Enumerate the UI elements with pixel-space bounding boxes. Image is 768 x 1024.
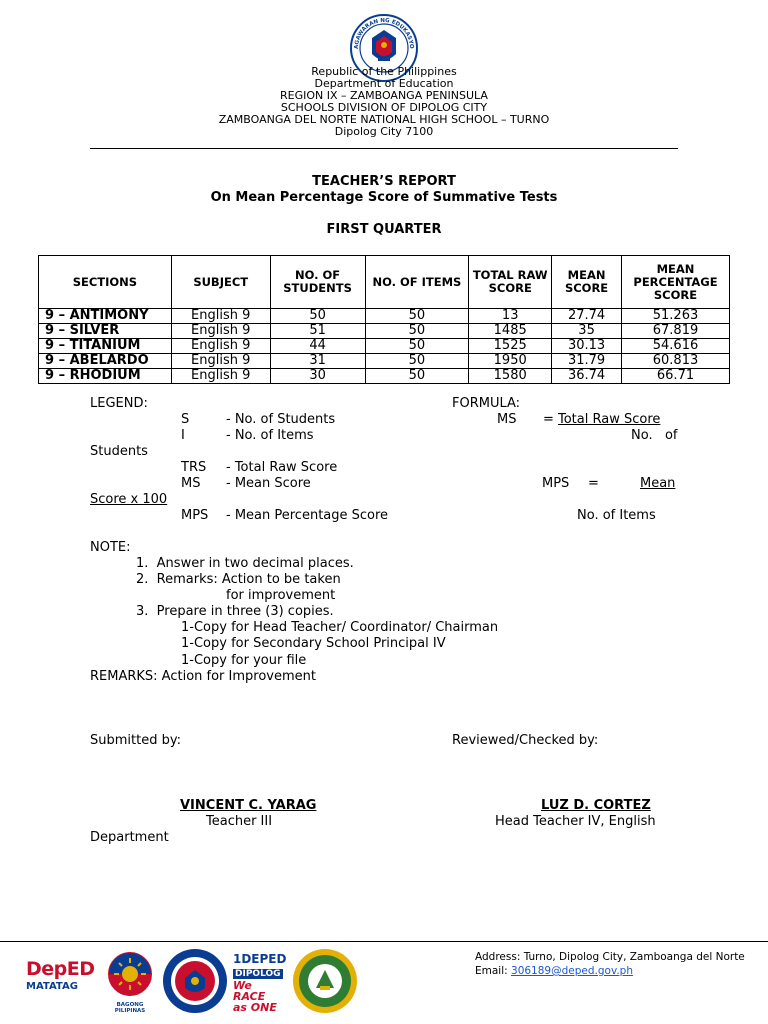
- cell-mean-percentage-score: 54.616: [622, 339, 730, 354]
- header-no-of-items: NO. OF ITEMS: [365, 256, 469, 309]
- table-row: [39, 369, 730, 384]
- bagong-pilipinas-text: BAGONG PILIPINAS: [114, 1002, 146, 1014]
- submitter-name: VINCENT C. YARAG: [180, 798, 317, 813]
- cell-total-raw-score: 1950: [469, 354, 552, 369]
- cell-total-raw-score: 1485: [469, 324, 552, 339]
- header-line-4: SCHOOLS DIVISION OF DIPOLOG CITY: [280, 101, 488, 114]
- cell-section: 9 – RHODIUM: [39, 369, 172, 384]
- cell-no-of-items: 50: [365, 309, 469, 324]
- remarks: REMARKS: Action for Improvement: [90, 669, 316, 684]
- formula-ms-denominator: No. of: [631, 428, 678, 443]
- cell-section: 9 – ABELARDO: [39, 354, 172, 369]
- cell-no-of-students: 31: [270, 354, 365, 369]
- formula-ms-denominator-wrap: Students: [90, 444, 148, 459]
- note-copy-2: 1-Copy for Secondary School Principal IV: [181, 636, 446, 651]
- note-copy-1: 1-Copy for Head Teacher/ Coordinator/ Chairman: [181, 620, 499, 635]
- header-subject: SUBJECT: [171, 256, 270, 309]
- note-copy-3: 1-Copy for your file: [181, 653, 307, 668]
- legend-mps-abbr: MPS: [181, 508, 209, 523]
- cell-subject: English 9: [171, 354, 270, 369]
- deped-matatag-logo: [26, 958, 95, 1002]
- we-race-line-2: as ONE: [233, 1001, 277, 1014]
- reviewer-title: Head Teacher IV, English: [495, 814, 656, 829]
- header-total-raw-score: TOTAL RAW SCORE: [469, 256, 552, 309]
- cell-no-of-items: 50: [365, 369, 469, 384]
- header-line-3: REGION IX – ZAMBOANGA PENINSULA: [280, 89, 488, 102]
- formula-label: FORMULA:: [452, 396, 521, 411]
- deped-dipolog-logo: [233, 952, 287, 1014]
- report-title: TEACHER’S REPORT: [312, 174, 456, 189]
- header-line-5: ZAMBOANGA DEL NORTE NATIONAL HIGH SCHOOL – TURNO: [218, 113, 550, 126]
- formula-mps-lhs: MPS: [542, 476, 570, 491]
- deped-wordmark: DepED: [26, 958, 95, 980]
- table-row: [39, 324, 730, 339]
- cell-total-raw-score: 13: [469, 309, 552, 324]
- school-seal-icon: [292, 948, 358, 1018]
- seal-text: AGAWARAN NG EDUKASYO: [353, 17, 415, 50]
- formula-mps-numerator-wrap: Score x 100: [90, 492, 168, 507]
- header-mean-percentage-score: MEAN PERCENTAGE SCORE: [622, 256, 730, 309]
- cell-subject: English 9: [171, 309, 270, 324]
- note-item-3: 3. Prepare in three (3) copies.: [136, 604, 334, 619]
- cell-section: 9 – ANTIMONY: [39, 309, 172, 324]
- department-of-education-seal-icon: [162, 948, 228, 1018]
- footer-email-link[interactable]: 306189@deped.gov.ph: [511, 965, 633, 977]
- reviewed-by-label: Reviewed/Checked by:: [452, 733, 599, 748]
- table-header-row: [39, 256, 730, 309]
- cell-total-raw-score: 1525: [469, 339, 552, 354]
- legend-i-abbr: I: [181, 428, 185, 443]
- formula-ms-eq: =: [543, 412, 559, 427]
- cell-mean-percentage-score: 51.263: [622, 309, 730, 324]
- cell-no-of-items: 50: [365, 354, 469, 369]
- bagong-pilipinas-logo: [103, 950, 157, 1012]
- submitter-title: Teacher III: [206, 814, 273, 829]
- cell-subject: English 9: [171, 324, 270, 339]
- legend-s-text: - No. of Students: [226, 412, 336, 427]
- header-line-2: Department of Education: [314, 77, 454, 90]
- cell-no-of-students: 30: [270, 369, 365, 384]
- formula-ms-lhs: MS: [497, 412, 517, 427]
- cell-mean-score: 30.13: [552, 339, 622, 354]
- cell-section: 9 – SILVER: [39, 324, 172, 339]
- note-item-2: 2. Remarks: Action to be taken: [136, 572, 341, 587]
- deped-dipolog-line-2: DIPOLOG: [235, 969, 281, 979]
- mps-table: [38, 255, 730, 384]
- footer-email-label: Email:: [475, 965, 512, 977]
- header-line-1: Republic of the Philippines: [311, 65, 457, 78]
- formula-mps-denominator: No. of Items: [577, 508, 656, 523]
- reviewer-name: LUZ D. CORTEZ: [541, 798, 651, 813]
- note-label: NOTE:: [90, 540, 131, 555]
- department-text: Department: [90, 830, 169, 845]
- bagong-pilipinas-sun-icon: [103, 950, 157, 998]
- header-sections: SECTIONS: [39, 256, 172, 309]
- table-row: [39, 339, 730, 354]
- cell-mean-percentage-score: 66.71: [622, 369, 730, 384]
- cell-no-of-items: 50: [365, 339, 469, 354]
- cell-mean-percentage-score: 60.813: [622, 354, 730, 369]
- legend-i-text: - No. of Items: [226, 428, 314, 443]
- deped-dipolog-line-1: 1DEPED: [233, 952, 287, 966]
- submitted-by-label: Submitted by:: [90, 733, 181, 748]
- cell-mean-score: 35: [552, 324, 622, 339]
- legend-ms-text: - Mean Score: [226, 476, 311, 491]
- note-item-2-cont: for improvement: [226, 588, 336, 603]
- legend-s-abbr: S: [181, 412, 190, 427]
- formula-ms-numerator: Total Raw Score: [558, 412, 661, 427]
- legend-mps-text: - Mean Percentage Score: [226, 508, 389, 523]
- formula-mps-numerator: Mean: [640, 476, 676, 491]
- header-mean-score: MEAN SCORE: [552, 256, 622, 309]
- cell-total-raw-score: 1580: [469, 369, 552, 384]
- legend-label: LEGEND:: [90, 396, 148, 411]
- report-subtitle: On Mean Percentage Score of Summative Tests: [210, 190, 558, 205]
- cell-no-of-items: 50: [365, 324, 469, 339]
- cell-subject: English 9: [171, 339, 270, 354]
- table-row: [39, 309, 730, 324]
- cell-mean-score: 31.79: [552, 354, 622, 369]
- footer-address: Address: Turno, Dipolog City, Zamboanga del Norte: [475, 951, 745, 963]
- cell-section: 9 – TITANIUM: [39, 339, 172, 354]
- table-row: [39, 354, 730, 369]
- header-no-of-students: NO. OF STUDENTS: [270, 256, 365, 309]
- cell-mean-percentage-score: 67.819: [622, 324, 730, 339]
- header-line-6: Dipolog City 7100: [334, 125, 434, 138]
- matatag-wordmark: MATATAG: [26, 981, 78, 992]
- cell-no-of-students: 44: [270, 339, 365, 354]
- cell-mean-score: 27.74: [552, 309, 622, 324]
- cell-no-of-students: 50: [270, 309, 365, 324]
- cell-subject: English 9: [171, 369, 270, 384]
- formula-mps-eq: =: [588, 476, 599, 491]
- report-quarter: FIRST QUARTER: [326, 222, 442, 237]
- legend-trs-abbr: TRS: [181, 460, 207, 475]
- legend-ms-abbr: MS: [181, 476, 201, 491]
- note-item-1: 1. Answer in two decimal places.: [136, 556, 354, 571]
- legend-trs-text: - Total Raw Score: [226, 460, 338, 475]
- cell-mean-score: 36.74: [552, 369, 622, 384]
- cell-no-of-students: 51: [270, 324, 365, 339]
- footer-divider: [0, 941, 768, 942]
- we-race-line-1: We RACE: [233, 979, 266, 1003]
- header-divider: [90, 148, 678, 149]
- footer-email-line: [475, 964, 633, 978]
